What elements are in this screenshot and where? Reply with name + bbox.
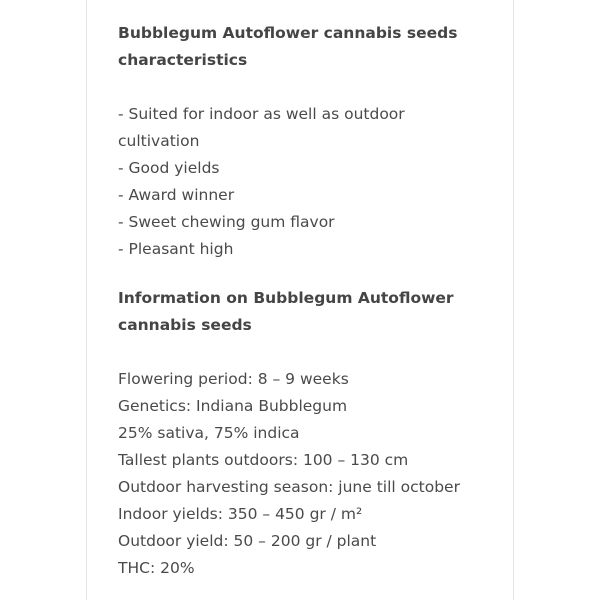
detail-line: Outdoor harvesting season: june till october xyxy=(118,478,460,496)
information-details xyxy=(118,366,498,582)
list-item: - Pleasant high xyxy=(118,240,234,258)
detail-line: Flowering period: 8 – 9 weeks xyxy=(118,370,349,388)
characteristics-heading-line1: Bubblegum Autoflower cannabis seeds xyxy=(118,24,458,42)
information-heading xyxy=(118,285,498,339)
detail-line: 25% sativa, 75% indica xyxy=(118,424,300,442)
detail-line: Genetics: Indiana Bubblegum xyxy=(118,397,348,415)
information-heading-line1: Information on Bubblegum Autoflower xyxy=(118,289,454,307)
detail-line: THC: 20% xyxy=(118,559,195,577)
list-item: - Good yields xyxy=(118,159,220,177)
detail-line: Indoor yields: 350 – 450 gr / m² xyxy=(118,505,363,523)
list-item: - Award winner xyxy=(118,186,235,204)
characteristics-list xyxy=(118,101,498,263)
product-description-card xyxy=(86,0,514,600)
detail-line: Tallest plants outdoors: 100 – 130 cm xyxy=(118,451,409,469)
characteristics-heading-line2: characteristics xyxy=(118,51,248,69)
description-content xyxy=(118,20,498,582)
list-item: - Sweet chewing gum flavor xyxy=(118,213,335,231)
characteristics-heading xyxy=(118,20,498,74)
list-item: cultivation xyxy=(118,132,200,150)
detail-line: Outdoor yield: 50 – 200 gr / plant xyxy=(118,532,377,550)
list-item: - Suited for indoor as well as outdoor xyxy=(118,105,405,123)
information-heading-line2: cannabis seeds xyxy=(118,316,252,334)
